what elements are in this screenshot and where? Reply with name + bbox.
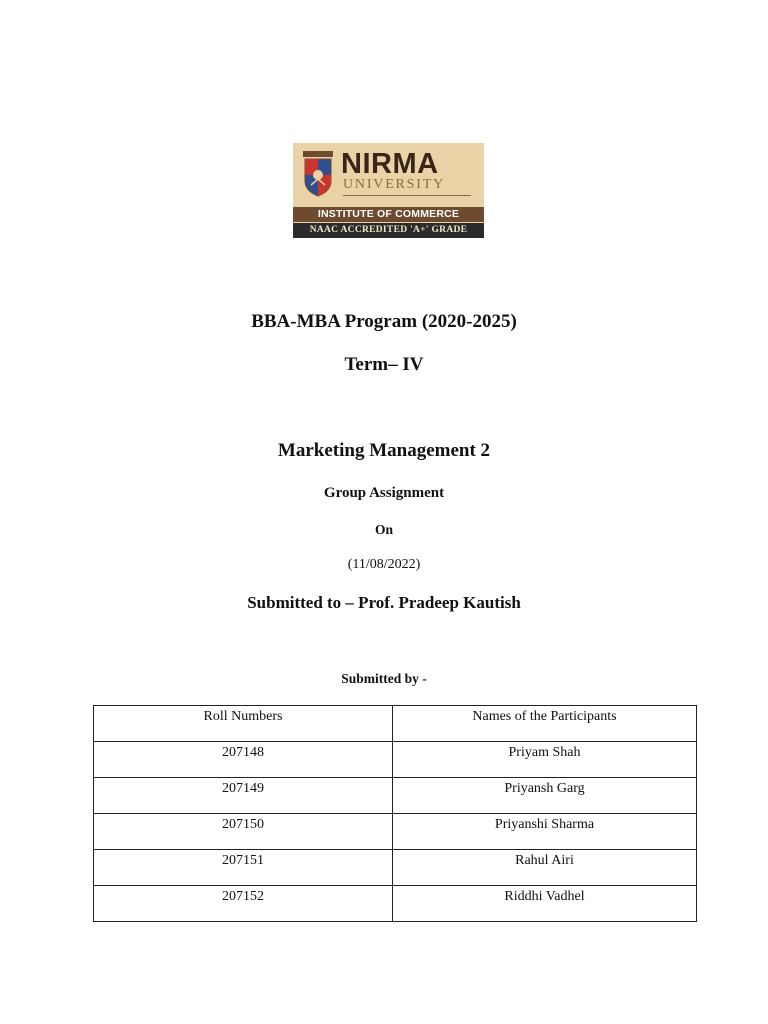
on-label: On: [374, 522, 393, 537]
participant-name-cell: Priyanshi Sharma: [393, 814, 697, 850]
table-header-row: [94, 706, 697, 742]
submitted-by-label: Submitted by -: [341, 671, 427, 686]
logo-rule: [343, 195, 471, 196]
course-title: Marketing Management 2: [277, 440, 491, 461]
submission-date: (11/08/2022): [347, 557, 421, 572]
roll-number-cell: 207149: [94, 778, 393, 814]
roll-number-cell: 207148: [94, 742, 393, 778]
header-participant-names: Names of the Participants: [393, 706, 697, 742]
crest-icon: [303, 151, 333, 197]
submitted-to: Submitted to – Prof. Pradeep Kautish: [247, 593, 521, 612]
header-roll-numbers: Roll Numbers: [94, 706, 393, 742]
program-title: BBA-MBA Program (2020-2025): [251, 311, 517, 332]
table-row: [94, 886, 697, 922]
participant-name-cell: Riddhi Vadhel: [393, 886, 697, 922]
assignment-type: Group Assignment: [323, 485, 445, 501]
participant-name-cell: Priyansh Garg: [393, 778, 697, 814]
table-row: [94, 778, 697, 814]
roll-number-cell: 207150: [94, 814, 393, 850]
term-title: Term– IV: [344, 354, 424, 375]
table-row: [94, 814, 697, 850]
participant-name-cell: Priyam Shah: [393, 742, 697, 778]
logo-brand-text: NIRMA: [341, 148, 439, 180]
participant-name-cell: Rahul Airi: [393, 850, 697, 886]
roll-number-cell: 207151: [94, 850, 393, 886]
logo-institute-band: INSTITUTE OF COMMERCE: [293, 207, 484, 222]
table-row: [94, 850, 697, 886]
participants-table: [93, 705, 697, 922]
logo-accreditation-band: NAAC ACCREDITED 'A+' GRADE: [293, 223, 484, 238]
university-logo: [293, 143, 484, 238]
logo-university-text: UNIVERSITY: [343, 177, 445, 192]
roll-number-cell: 207152: [94, 886, 393, 922]
table-row: [94, 742, 697, 778]
